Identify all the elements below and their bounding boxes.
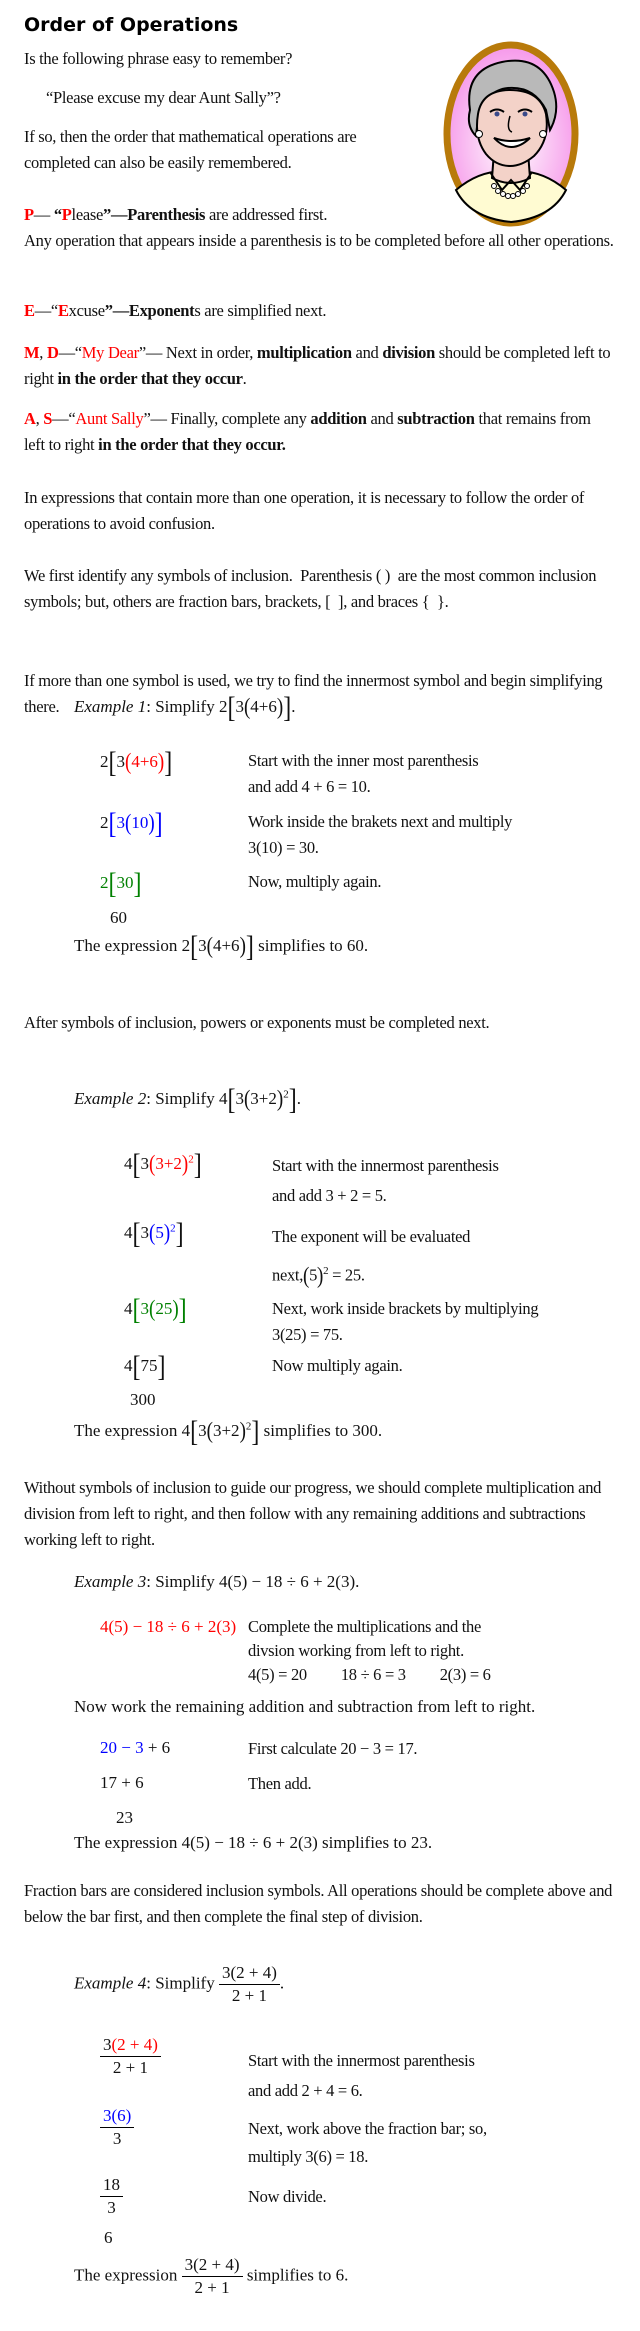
example4-step1-text: Start with the innermost parenthesis and add 2 + 4 = 6. bbox=[248, 2051, 475, 2100]
rule-p: P— “Please”—Parenthesis are addressed first. bbox=[24, 205, 328, 224]
example2-result: 300 bbox=[130, 1390, 156, 1409]
paragraph-no-inclusion: Without symbols of inclusion to guide our progress, we should complete multiplication and division from left to right, and then follow with any remaining additions and subtractions working left to right. bbox=[24, 1478, 602, 1549]
example4-conclusion: The expression $\frac{3(2 + 4)}{2 + 1}$ simplifies to 6. bbox=[74, 2255, 349, 2297]
example3-result: 23 bbox=[116, 1808, 133, 1827]
example3-conclusion: The expression 4(5) − 18 ÷ 6 + 2(3) simplifies to 23. bbox=[74, 1833, 433, 1852]
paragraph-inclusion: We first identify any symbols of inclusion. Parenthesis ( ) are the most common inclusion symbols; but, others are fraction bars, brackets, [ ], and braces { }. bbox=[24, 566, 600, 611]
example1-heading: Example 1: Simplify 2[3(4+6)]. bbox=[74, 691, 296, 725]
example4-step3-text: Now divide. bbox=[248, 2187, 327, 2206]
example2-step3-expr: 4[3(25)] bbox=[124, 1293, 187, 1327]
example4-step2-text: Next, work above the fraction bar; so, multiply 3(6) = 18. bbox=[248, 2119, 487, 2166]
example1-step3-expr: 2[30] bbox=[100, 867, 142, 901]
woman-portrait-icon bbox=[442, 40, 580, 228]
example2-heading: Example 2: Simplify $4[3(3+2)^2]$. bbox=[74, 1083, 301, 1117]
rule-md: M, D—“My Dear”— Next in order, multiplication and division should be completed left to right in the order that they occur. bbox=[24, 343, 611, 388]
paragraph-innermost: If more than one symbol is used, we try to find the innermost symbol and begin simplifying there. bbox=[24, 671, 603, 716]
paragraph-fraction-bars: Fraction bars are considered inclusion symbols. All operations should be complete above and below the bar first, and then complete the final step of division. bbox=[24, 1881, 613, 1926]
example2-step2-text: The exponent will be evaluated $next,(5)^2 = 25$. bbox=[272, 1227, 471, 1289]
example3-step3-expr: 17 + 6 bbox=[100, 1773, 144, 1792]
example2-step4-expr: 4[75] bbox=[124, 1350, 166, 1384]
example4-heading: Example 4: Simplify $\frac{3(2 + 4)}{2 + 1}$ . bbox=[74, 1963, 285, 2005]
intro-followup: If so, then the order that mathematical operations are completed can also be easily remembered. bbox=[24, 127, 357, 172]
rule-p-detail: Any operation that appears inside a parenthesis is to be completed before all other operations. bbox=[24, 231, 614, 250]
mnemonic-phrase: “Please excuse my dear Aunt Sally”? bbox=[46, 88, 281, 107]
example1-step1-text: Start with the inner most parenthesis and add 4 + 6 = 10. bbox=[248, 751, 479, 796]
term-parenthesis: Parenthesis bbox=[127, 205, 206, 224]
paragraph-confusion: In expressions that contain more than one operation, it is necessary to follow the order of operations to avoid confusion. bbox=[24, 488, 585, 533]
example1-conclusion: The expression 2[3(4+6)] simplifies to 60. bbox=[74, 930, 369, 964]
example4-step3-expr: $\frac{18}{3}$ bbox=[100, 2174, 123, 2219]
example1-result: 60 bbox=[110, 908, 127, 927]
example3-step1-expr: 4(5) − 18 ÷ 6 + 2(3) bbox=[100, 1617, 237, 1636]
example1-step1-expr: 2[3(4+6)] bbox=[100, 746, 173, 780]
example2-step3-text: Next, work inside brackets by multiplying 3(25) = 75. bbox=[272, 1299, 539, 1344]
example2-conclusion: The expression $4[3(3+2)^2]$ simplifies to 300. bbox=[74, 1415, 383, 1449]
example3-step2-text: First calculate 20 − 3 = 17. bbox=[248, 1739, 418, 1758]
example3-step3-text: Then add. bbox=[248, 1774, 312, 1793]
example4-result: 6 bbox=[104, 2228, 113, 2247]
rule-as: A, S—“Aunt Sally”— Finally, complete any addition and subtraction that remains from left to right in the order that they occur. bbox=[24, 409, 591, 454]
example4-step1-expr: $\frac{3(2 + 4)}{2 + 1}$ bbox=[100, 2034, 161, 2079]
example2-step1-expr: $4[3(3+2)^2]$ bbox=[124, 1148, 202, 1182]
intro-question: Is the following phrase easy to remember? bbox=[24, 49, 293, 68]
example4-step2-expr: $\frac{3(6)}{3}$ bbox=[100, 2105, 134, 2150]
example3-step2-expr: 20 − 3 + 6 bbox=[100, 1738, 171, 1757]
term-exponents: Exponent bbox=[128, 301, 195, 320]
example3-transition: Now work the remaining addition and subtraction from left to right. bbox=[74, 1697, 536, 1716]
example2-step4-text: Now multiply again. bbox=[272, 1356, 403, 1375]
example1-step2-text: Work inside the brakets next and multiply 3(10) = 30. bbox=[248, 812, 513, 857]
example2-step2-expr: $4[3(5)^2]$ bbox=[124, 1217, 184, 1251]
paragraph-exponents: After symbols of inclusion, powers or exponents must be completed next. bbox=[24, 1013, 490, 1032]
example2-step1-text: Start with the innermost parenthesis and add 3 + 2 = 5. bbox=[272, 1156, 499, 1205]
example1-step2-expr: 2[3(10)] bbox=[100, 807, 163, 841]
example3-step1-text: Complete the multiplications and the divsion working from left to right. 4(5) = 20 18 ÷ 6 = 3 2(3) = 6 bbox=[248, 1617, 491, 1684]
aunt-sally-portrait bbox=[442, 40, 580, 228]
example1-step3-text: Now, multiply again. bbox=[248, 872, 382, 891]
rule-e: E—“Excuse”—Exponents are simplified next. bbox=[24, 301, 327, 320]
example3-heading: Example 3: Simplify 4(5) − 18 ÷ 6 + 2(3). bbox=[74, 1572, 360, 1591]
page-title: Order of Operations bbox=[24, 14, 239, 36]
